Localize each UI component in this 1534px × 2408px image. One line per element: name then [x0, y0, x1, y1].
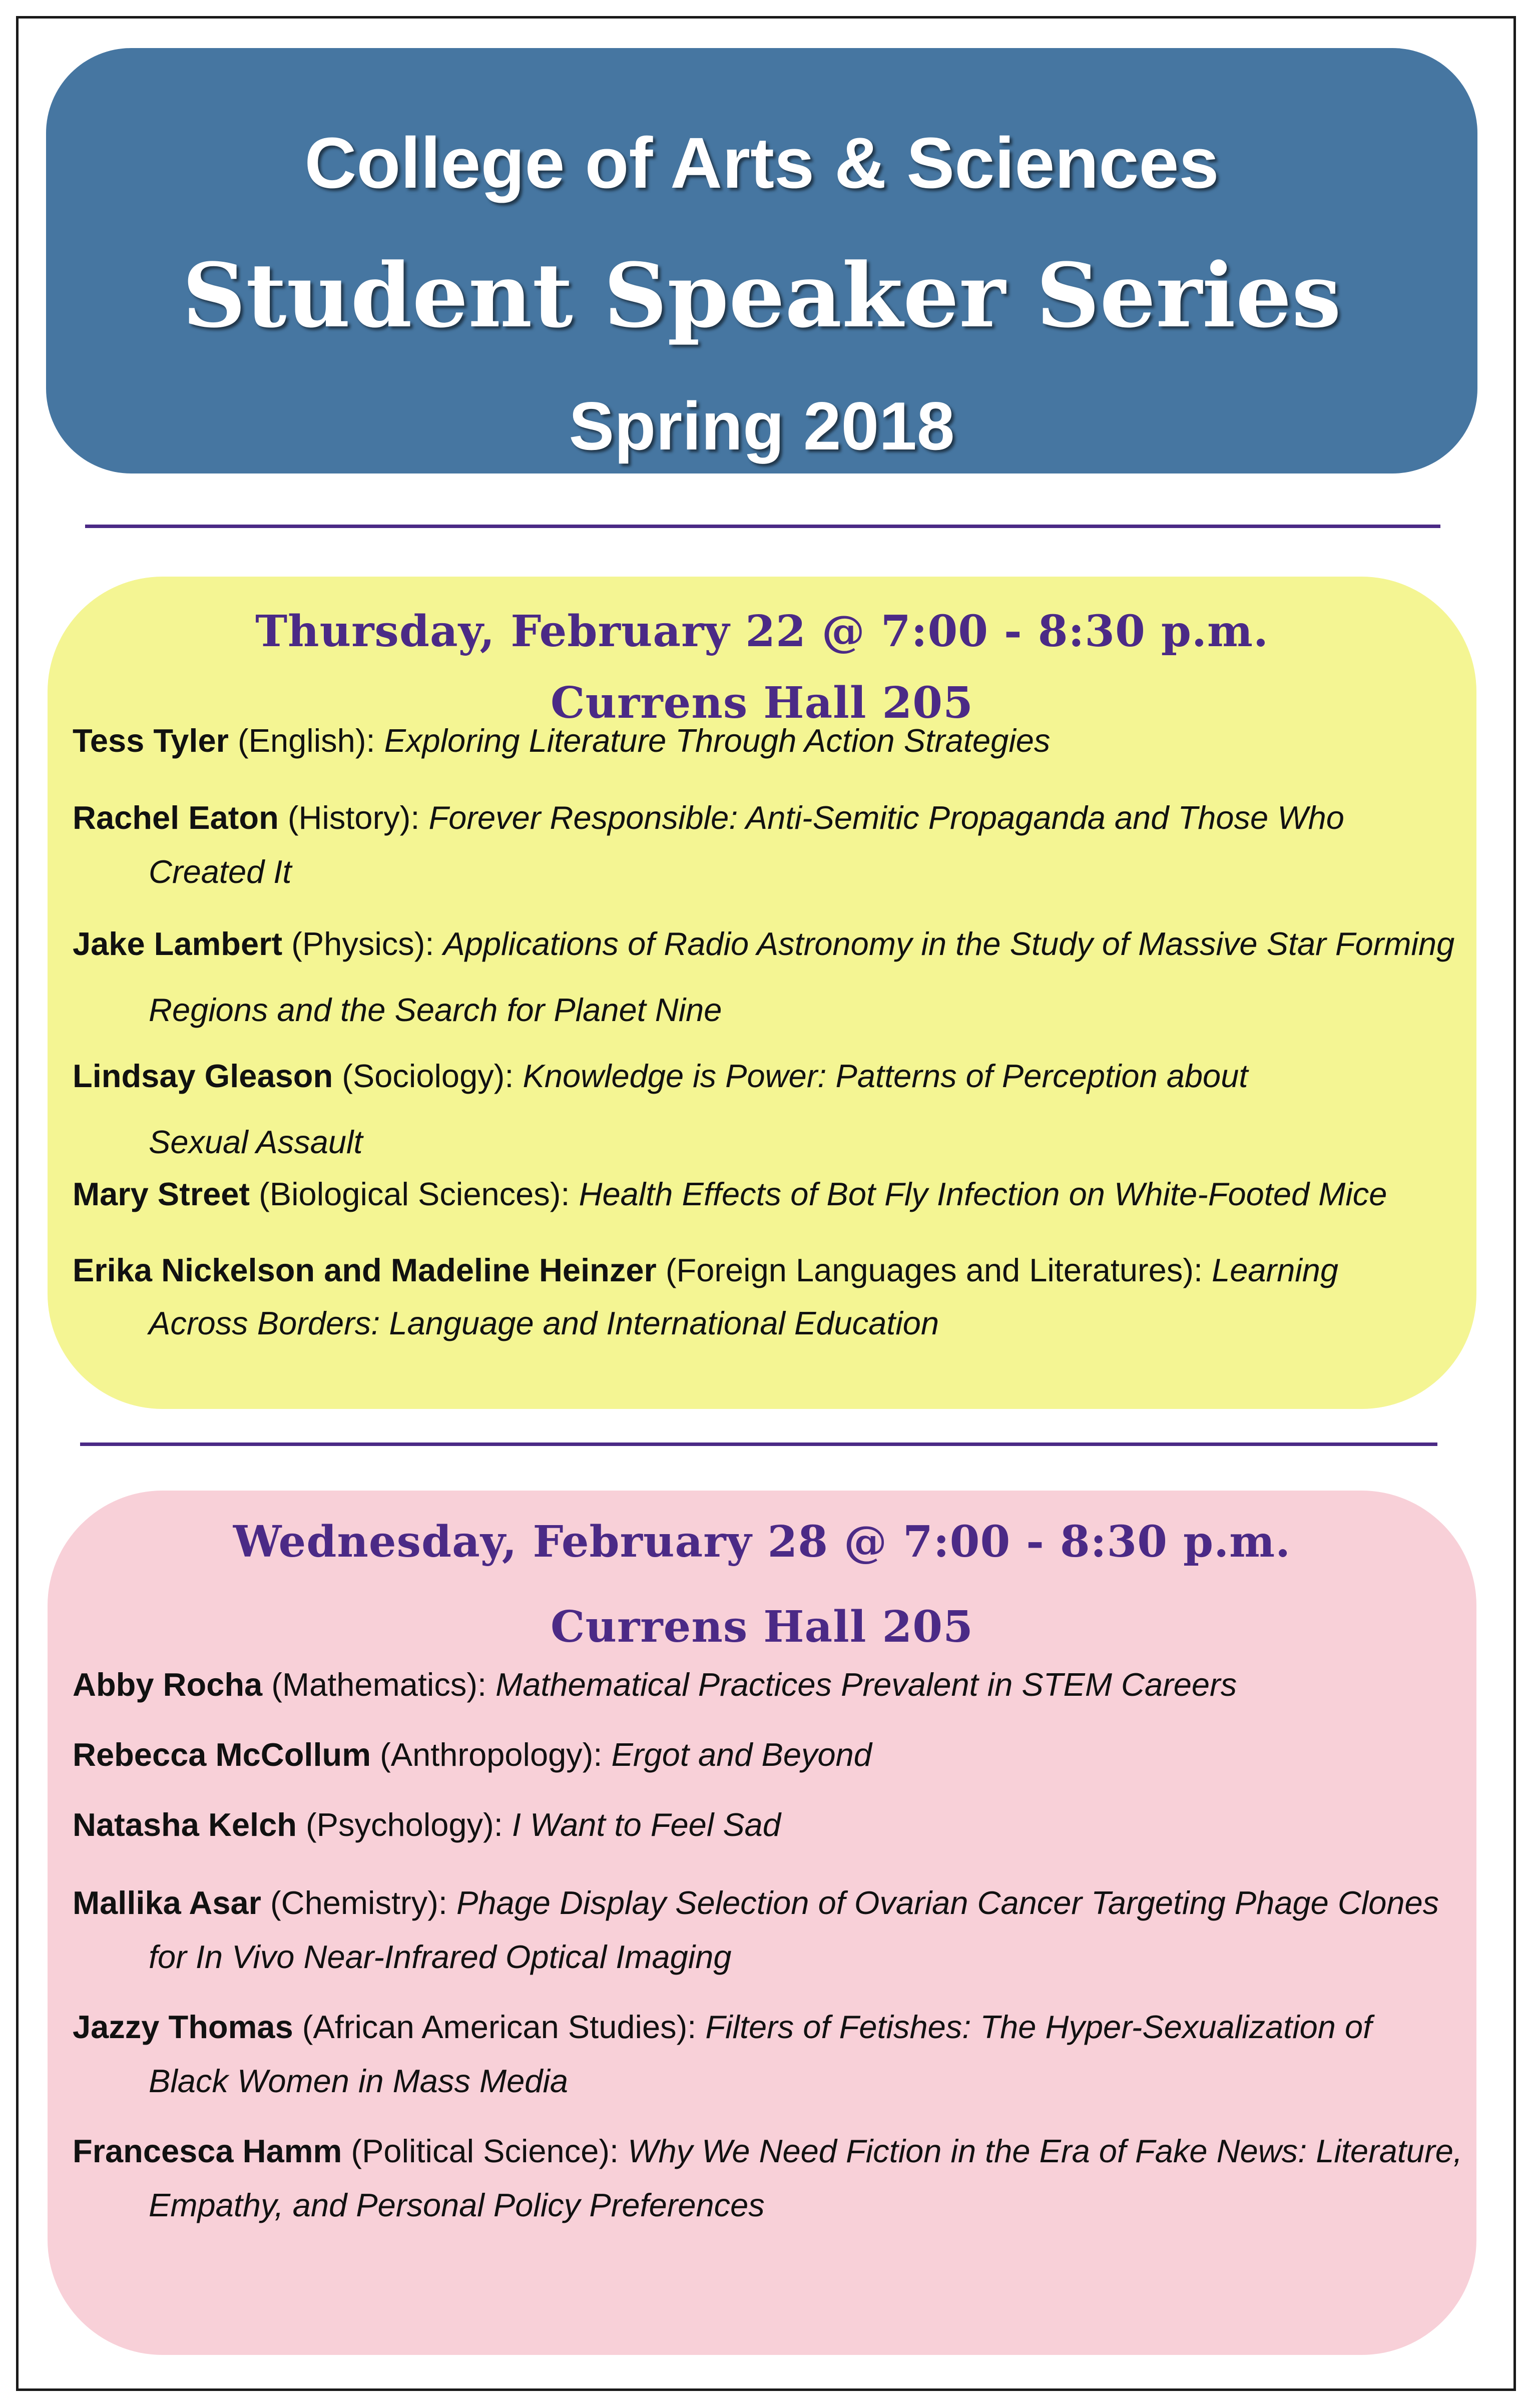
speaker-entry	[73, 911, 1459, 1043]
speaker-name: Jazzy Thomas	[73, 2009, 293, 2045]
talk-title: Health Effects of Bot Fly Infection on White-Footed Mice	[579, 1176, 1387, 1212]
talk-title: Filters of Fetishes: The Hyper-Sexualization of	[705, 2009, 1372, 2045]
talk-title-cont: Across Borders: Language and International Education	[149, 1305, 939, 1341]
talk-title: Why We Need Fiction in the Era of Fake News: Literature,	[628, 2133, 1462, 2169]
session-thursday	[48, 577, 1476, 1409]
session-date: Thursday, February 22 @ 7:00 - 8:30 p.m.	[255, 606, 1269, 657]
speaker-name: Lindsay Gleason	[73, 1058, 333, 1094]
speaker-dept: (Anthropology):	[371, 1736, 612, 1773]
speaker-name: Rebecca McCollum	[73, 1736, 371, 1773]
session-wednesday	[48, 1491, 1476, 2355]
speaker-name: Mary Street	[73, 1176, 250, 1212]
series-title: Student Speaker Series	[182, 244, 1341, 347]
talk-title: Learning	[1212, 1252, 1339, 1288]
speaker-dept: (Chemistry):	[261, 1884, 456, 1921]
talk-title: I Want to Feel Sad	[512, 1806, 781, 1843]
talk-title-cont: Created It	[149, 853, 292, 890]
divider-middle	[80, 1442, 1437, 1446]
speaker-name: Abby Rocha	[73, 1666, 263, 1703]
speaker-entry	[73, 1666, 1459, 1703]
session-location: Currens Hall 205	[551, 1602, 973, 1652]
speaker-entry	[73, 791, 1459, 899]
speaker-dept: (English):	[228, 722, 384, 759]
speaker-name: Francesca Hamm	[73, 2133, 342, 2169]
speaker-dept: (Mathematics):	[262, 1666, 496, 1703]
speaker-dept: (Political Science):	[342, 2133, 628, 2169]
speaker-dept: (Foreign Languages and Literatures):	[656, 1252, 1212, 1288]
talk-title-cont: for In Vivo Near-Infrared Optical Imaging	[149, 1939, 732, 1975]
speaker-name: Jake Lambert	[73, 925, 283, 962]
talk-title-cont: Black Women in Mass Media	[149, 2063, 569, 2099]
speaker-entry	[73, 1806, 1459, 1843]
speaker-entry	[73, 1244, 1459, 1350]
session-location: Currens Hall 205	[551, 678, 973, 728]
divider-top	[85, 525, 1440, 528]
talk-title: Ergot and Beyond	[611, 1736, 872, 1773]
talk-title: Applications of Radio Astronomy in the Study of Massive Star Forming	[443, 925, 1455, 962]
speaker-entry	[73, 1736, 1459, 1773]
speaker-dept: (African American Studies):	[293, 2009, 706, 2045]
talk-title: Forever Responsible: Anti-Semitic Propaganda and Those Who	[428, 799, 1344, 836]
talk-title: Exploring Literature Through Action Strategies	[384, 722, 1051, 759]
college-name: College of Arts & Sciences	[304, 123, 1219, 203]
session-date: Wednesday, February 28 @ 7:00 - 8:30 p.m.	[233, 1517, 1291, 1567]
speaker-entry	[73, 1876, 1459, 1984]
talk-title-cont: Empathy, and Personal Policy Preferences	[149, 2187, 765, 2223]
speaker-name: Mallika Asar	[73, 1884, 261, 1921]
speaker-entry	[73, 1175, 1459, 1213]
speaker-entry	[73, 2124, 1462, 2232]
speaker-dept: (History):	[278, 799, 429, 836]
talk-title: Knowledge is Power: Patterns of Perception about	[523, 1058, 1248, 1094]
speaker-dept: (Sociology):	[333, 1058, 523, 1094]
semester: Spring 2018	[569, 388, 955, 464]
speaker-dept: (Biological Sciences):	[250, 1176, 579, 1212]
header-banner	[46, 48, 1477, 473]
talk-title: Mathematical Practices Prevalent in STEM Careers	[495, 1666, 1237, 1703]
speaker-entry	[73, 2000, 1459, 2108]
speaker-dept: (Physics):	[282, 925, 443, 962]
speaker-name: Erika Nickelson and Madeline Heinzer	[73, 1252, 657, 1288]
speaker-dept: (Psychology):	[296, 1806, 512, 1843]
speaker-entry	[73, 722, 1459, 759]
speaker-name: Natasha Kelch	[73, 1806, 297, 1843]
talk-title-cont: Regions and the Search for Planet Nine	[149, 992, 722, 1028]
talk-title: Phage Display Selection of Ovarian Cancer Targeting Phage Clones	[456, 1884, 1439, 1921]
speaker-name: Tess Tyler	[73, 722, 229, 759]
speaker-entry	[73, 1043, 1459, 1175]
talk-title-cont: Sexual Assault	[149, 1124, 363, 1160]
speaker-name: Rachel Eaton	[73, 799, 279, 836]
